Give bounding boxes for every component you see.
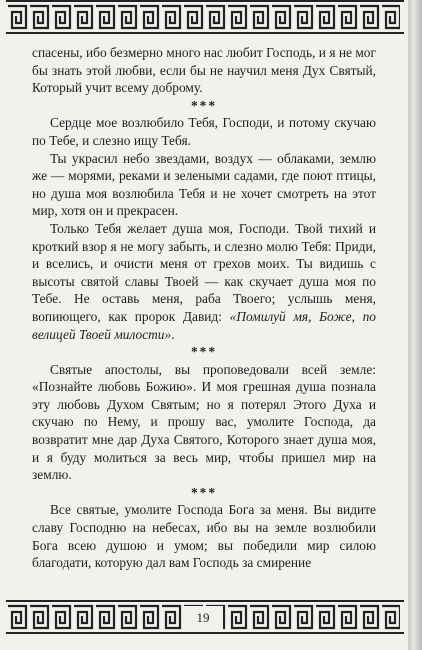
paragraph [32,114,376,149]
paragraph [32,220,376,343]
section-separator: *** [190,484,218,500]
paragraph-text: Сердце мое возлюбило Тебя, Господи, и потому скучаю по Тебе, и слезно ищу Тебя. [32,115,376,148]
top-ornament-border [6,0,404,34]
paragraph-text: Только Тебя желает душа моя, Господи. Твой тихий и кроткий взор я не могу забыть, и слезно молю Тебя: Приди, и вселись, и очисти меня от грехов моих. Ты видишь с высоты святой славы Твоей — как скучает душа моя по Тебе. Не оставь меня, раба Твоего; услышь меня, вопиющего, как пророк Давид: [32,220,376,324]
section-separator: *** [190,97,218,113]
psalm-quote: «Помилуй мя, Боже, по велицей Твоей милости» [32,308,376,342]
section-separator: *** [190,344,218,360]
paragraph [32,44,376,97]
paragraph-text: Все святые, умолите Господа Бога за меня. Вы видите славу Господню на небесах, ибо вы на земле возлюбили Бога всею душою и умом; вы победили мир силою благодати, которую дал вам Господь за смирение [32,502,376,571]
page-number: 19 [183,606,223,630]
paragraph-text: Святые апостолы, вы проповедовали всей земле: «Познайте любовь Божию». И моя грешная душа познала эту любовь Духом Святым; но я потерял Этого Духа и скучаю по Нему, и прошу вас, умолите Господа, да возвратит мне дар Духа Святого, Которого знает душа моя, и я буду молиться за весь мир, чтобы пришел мир на землю. [32,361,376,483]
paragraph [32,150,376,220]
paragraph [32,361,376,484]
page-edge-shadow [408,0,422,650]
paragraph-text: спасены, ибо безмерно много нас любит Господь, и я не мог бы знать этой любви, если бы не научил меня Дух Святый, Который учит всему доброму. [32,45,376,96]
paragraph [32,501,376,571]
paragraph-text: Ты украсил небо звездами, воздух — облаками, землю же — морями, реками и зелеными садами, где поют птицы, но душа моя возлюбила Тебя и не хочет смотреть на этот мир, хотя он и прекрасен. [32,150,376,219]
greek-key-pattern-top [6,2,400,32]
paragraph-tail: . [171,326,175,342]
page-body-text [32,44,376,572]
